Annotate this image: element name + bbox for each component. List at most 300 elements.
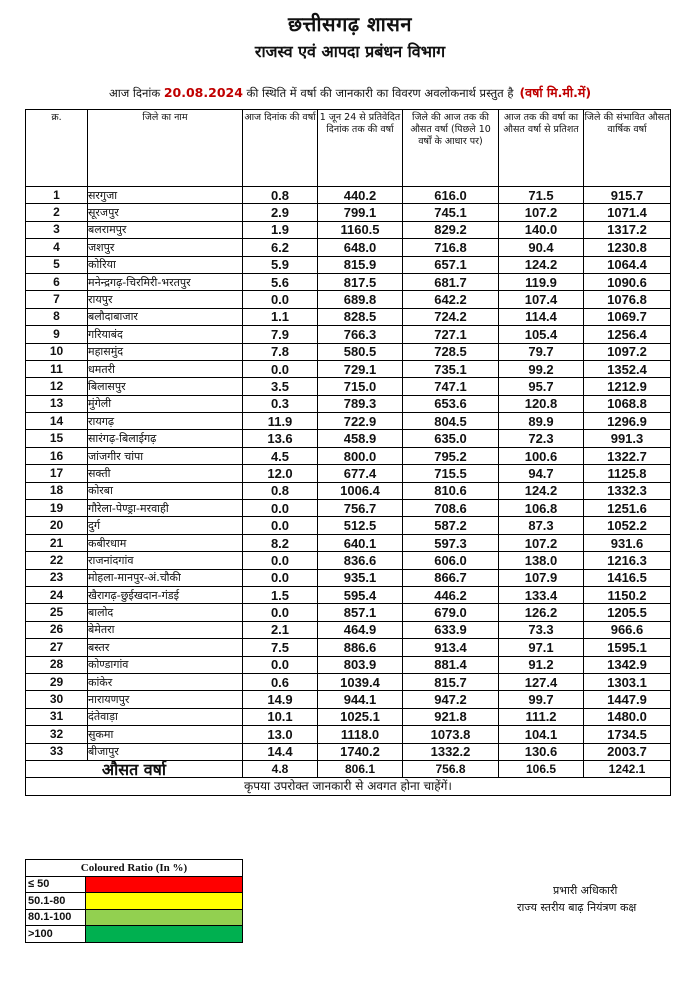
table-row bbox=[26, 500, 671, 517]
table-row bbox=[26, 273, 671, 290]
district-name: सारंगढ़-बिलाईगढ़ bbox=[88, 430, 243, 447]
cumulative-rainfall: 803.9 bbox=[318, 656, 403, 673]
subtitle-suffix: की स्थिति में वर्षा की जानकारी का विवरण अवलोकनार्थ प्रस्तुत है bbox=[242, 86, 514, 100]
percent-of-average: 126.2 bbox=[499, 604, 584, 621]
cumulative-rainfall: 944.1 bbox=[318, 691, 403, 708]
table-row bbox=[26, 395, 671, 412]
average-rainfall: 1332.2 bbox=[403, 743, 499, 760]
average-rainfall: 679.0 bbox=[403, 604, 499, 621]
table-row bbox=[26, 256, 671, 273]
serial-number: 27 bbox=[26, 639, 88, 656]
percent-of-average: 119.9 bbox=[499, 273, 584, 290]
district-name: मनेन्द्रगढ़-चिरमिरी-भरतपुर bbox=[88, 273, 243, 290]
cumulative-rainfall: 1118.0 bbox=[318, 726, 403, 743]
serial-number: 12 bbox=[26, 378, 88, 395]
average-rainfall: 947.2 bbox=[403, 691, 499, 708]
today-rainfall: 1.9 bbox=[243, 221, 318, 238]
table-row bbox=[26, 291, 671, 308]
today-rainfall: 10.1 bbox=[243, 708, 318, 725]
serial-number: 6 bbox=[26, 273, 88, 290]
cumulative-rainfall: 640.1 bbox=[318, 534, 403, 551]
cumulative-rainfall: 1740.2 bbox=[318, 743, 403, 760]
cumulative-rainfall: 464.9 bbox=[318, 621, 403, 638]
unit-note: (वर्षा मि.मी.में) bbox=[519, 85, 592, 100]
cumulative-rainfall: 935.1 bbox=[318, 569, 403, 586]
cumulative-rainfall: 1039.4 bbox=[318, 673, 403, 690]
average-rainfall: 715.5 bbox=[403, 465, 499, 482]
cumulative-rainfall: 836.6 bbox=[318, 552, 403, 569]
cumulative-rainfall: 722.9 bbox=[318, 413, 403, 430]
cumulative-rainfall: 800.0 bbox=[318, 447, 403, 464]
legend-swatch bbox=[86, 876, 243, 893]
today-rainfall: 14.4 bbox=[243, 743, 318, 760]
annual-average: 1052.2 bbox=[584, 517, 671, 534]
annual-average: 966.6 bbox=[584, 621, 671, 638]
average-rainfall: 657.1 bbox=[403, 256, 499, 273]
legend-swatch bbox=[86, 893, 243, 910]
serial-number: 11 bbox=[26, 360, 88, 377]
cumulative-rainfall: 886.6 bbox=[318, 639, 403, 656]
today-rainfall: 1.1 bbox=[243, 308, 318, 325]
serial-number: 31 bbox=[26, 708, 88, 725]
average-rainfall: 597.3 bbox=[403, 534, 499, 551]
cumulative-rainfall: 677.4 bbox=[318, 465, 403, 482]
table-row bbox=[26, 673, 671, 690]
legend-range: 50.1-80 bbox=[26, 893, 86, 910]
table-row bbox=[26, 239, 671, 256]
table-row bbox=[26, 465, 671, 482]
cumulative-rainfall: 828.5 bbox=[318, 308, 403, 325]
annual-average: 1150.2 bbox=[584, 586, 671, 603]
legend-row bbox=[26, 926, 243, 943]
serial-number: 23 bbox=[26, 569, 88, 586]
annual-average: 1416.5 bbox=[584, 569, 671, 586]
serial-number: 1 bbox=[26, 187, 88, 204]
today-rainfall: 0.3 bbox=[243, 395, 318, 412]
table-row bbox=[26, 569, 671, 586]
serial-number: 21 bbox=[26, 534, 88, 551]
cumulative-rainfall: 1006.4 bbox=[318, 482, 403, 499]
serial-number: 22 bbox=[26, 552, 88, 569]
percent-of-average: 107.2 bbox=[499, 204, 584, 221]
annual-average: 1447.9 bbox=[584, 691, 671, 708]
average-rainfall: 735.1 bbox=[403, 360, 499, 377]
today-rainfall: 0.0 bbox=[243, 360, 318, 377]
average-rainfall: 815.7 bbox=[403, 673, 499, 690]
average-cell: 106.5 bbox=[499, 760, 584, 777]
annual-average: 1734.5 bbox=[584, 726, 671, 743]
district-name: गरियाबंद bbox=[88, 326, 243, 343]
percent-of-average: 104.1 bbox=[499, 726, 584, 743]
cumulative-rainfall: 857.1 bbox=[318, 604, 403, 621]
average-rainfall: 446.2 bbox=[403, 586, 499, 603]
cumulative-rainfall: 648.0 bbox=[318, 239, 403, 256]
average-rainfall: 642.2 bbox=[403, 291, 499, 308]
table-row bbox=[26, 743, 671, 760]
average-rainfall: 708.6 bbox=[403, 500, 499, 517]
today-rainfall: 0.0 bbox=[243, 291, 318, 308]
annual-average: 1212.9 bbox=[584, 378, 671, 395]
serial-number: 24 bbox=[26, 586, 88, 603]
percent-of-average: 111.2 bbox=[499, 708, 584, 725]
cumulative-rainfall: 580.5 bbox=[318, 343, 403, 360]
average-rainfall: 606.0 bbox=[403, 552, 499, 569]
cumulative-rainfall: 799.1 bbox=[318, 204, 403, 221]
serial-number: 15 bbox=[26, 430, 88, 447]
serial-number: 14 bbox=[26, 413, 88, 430]
percent-of-average: 124.2 bbox=[499, 482, 584, 499]
cumulative-rainfall: 817.5 bbox=[318, 273, 403, 290]
district-name: बिलासपुर bbox=[88, 378, 243, 395]
district-name: सरगुजा bbox=[88, 187, 243, 204]
percent-of-average: 91.2 bbox=[499, 656, 584, 673]
table-row bbox=[26, 604, 671, 621]
legend-row bbox=[26, 893, 243, 910]
serial-number: 13 bbox=[26, 395, 88, 412]
percent-of-average: 97.1 bbox=[499, 639, 584, 656]
serial-number: 25 bbox=[26, 604, 88, 621]
percent-of-average: 107.4 bbox=[499, 291, 584, 308]
percent-of-average: 90.4 bbox=[499, 239, 584, 256]
today-rainfall: 13.0 bbox=[243, 726, 318, 743]
today-rainfall: 3.5 bbox=[243, 378, 318, 395]
table-row bbox=[26, 586, 671, 603]
today-rainfall: 7.5 bbox=[243, 639, 318, 656]
annual-average: 991.3 bbox=[584, 430, 671, 447]
today-rainfall: 0.0 bbox=[243, 500, 318, 517]
table-row bbox=[26, 430, 671, 447]
today-rainfall: 14.9 bbox=[243, 691, 318, 708]
table-row bbox=[26, 326, 671, 343]
district-name: सुकमा bbox=[88, 726, 243, 743]
cumulative-rainfall: 1160.5 bbox=[318, 221, 403, 238]
serial-number: 4 bbox=[26, 239, 88, 256]
average-cell: 756.8 bbox=[403, 760, 499, 777]
table-row bbox=[26, 221, 671, 238]
percent-of-average: 72.3 bbox=[499, 430, 584, 447]
header-district: जिले का नाम bbox=[88, 110, 243, 187]
annual-average: 1332.3 bbox=[584, 482, 671, 499]
today-rainfall: 0.6 bbox=[243, 673, 318, 690]
average-rainfall: 681.7 bbox=[403, 273, 499, 290]
table-row bbox=[26, 534, 671, 551]
table-row bbox=[26, 343, 671, 360]
today-rainfall: 8.2 bbox=[243, 534, 318, 551]
today-rainfall: 7.8 bbox=[243, 343, 318, 360]
table-row bbox=[26, 360, 671, 377]
average-rainfall: 810.6 bbox=[403, 482, 499, 499]
annual-average: 1090.6 bbox=[584, 273, 671, 290]
district-name: बेमेतरा bbox=[88, 621, 243, 638]
percent-of-average: 127.4 bbox=[499, 673, 584, 690]
annual-average: 2003.7 bbox=[584, 743, 671, 760]
percent-of-average: 71.5 bbox=[499, 187, 584, 204]
serial-number: 29 bbox=[26, 673, 88, 690]
serial-number: 7 bbox=[26, 291, 88, 308]
government-title: छत्तीसगढ़ शासन bbox=[288, 12, 412, 36]
annual-average: 1076.8 bbox=[584, 291, 671, 308]
today-rainfall: 0.0 bbox=[243, 552, 318, 569]
cumulative-rainfall: 815.9 bbox=[318, 256, 403, 273]
percent-of-average: 89.9 bbox=[499, 413, 584, 430]
legend-range: 80.1-100 bbox=[26, 909, 86, 926]
today-rainfall: 11.9 bbox=[243, 413, 318, 430]
average-cell: 1242.1 bbox=[584, 760, 671, 777]
serial-number: 30 bbox=[26, 691, 88, 708]
annual-average: 1595.1 bbox=[584, 639, 671, 656]
average-rainfall: 745.1 bbox=[403, 204, 499, 221]
cumulative-rainfall: 512.5 bbox=[318, 517, 403, 534]
serial-number: 2 bbox=[26, 204, 88, 221]
district-name: नारायणपुर bbox=[88, 691, 243, 708]
serial-number: 20 bbox=[26, 517, 88, 534]
today-rainfall: 0.0 bbox=[243, 656, 318, 673]
serial-number: 33 bbox=[26, 743, 88, 760]
header-serial: क्र. bbox=[26, 110, 88, 187]
annual-average: 1342.9 bbox=[584, 656, 671, 673]
colour-legend bbox=[25, 859, 243, 943]
average-row bbox=[26, 760, 671, 777]
percent-of-average: 138.0 bbox=[499, 552, 584, 569]
average-rainfall: 727.1 bbox=[403, 326, 499, 343]
cumulative-rainfall: 789.3 bbox=[318, 395, 403, 412]
percent-of-average: 100.6 bbox=[499, 447, 584, 464]
annual-average: 1069.7 bbox=[584, 308, 671, 325]
table-row bbox=[26, 552, 671, 569]
table-row bbox=[26, 656, 671, 673]
district-name: खैरागढ़-छुईखदान-गंडई bbox=[88, 586, 243, 603]
today-rainfall: 5.6 bbox=[243, 273, 318, 290]
legend-title: Coloured Ratio (In %) bbox=[26, 860, 243, 877]
percent-of-average: 133.4 bbox=[499, 586, 584, 603]
legend-row bbox=[26, 876, 243, 893]
annual-average: 1480.0 bbox=[584, 708, 671, 725]
annual-average: 1125.8 bbox=[584, 465, 671, 482]
table-row bbox=[26, 187, 671, 204]
percent-of-average: 94.7 bbox=[499, 465, 584, 482]
cumulative-rainfall: 1025.1 bbox=[318, 708, 403, 725]
annual-average: 1097.2 bbox=[584, 343, 671, 360]
cumulative-rainfall: 595.4 bbox=[318, 586, 403, 603]
legend-range: >100 bbox=[26, 926, 86, 943]
percent-of-average: 105.4 bbox=[499, 326, 584, 343]
percent-of-average: 99.2 bbox=[499, 360, 584, 377]
today-rainfall: 4.5 bbox=[243, 447, 318, 464]
note-row bbox=[26, 778, 671, 795]
footer-note: कृपया उपरोक्त जानकारी से अवगत होना चाहेंगें। bbox=[26, 778, 671, 795]
average-cell: 4.8 bbox=[243, 760, 318, 777]
serial-number: 8 bbox=[26, 308, 88, 325]
district-name: रायगढ़ bbox=[88, 413, 243, 430]
table-row bbox=[26, 639, 671, 656]
district-name: सूरजपुर bbox=[88, 204, 243, 221]
district-name: कबीरधाम bbox=[88, 534, 243, 551]
annual-average: 1071.4 bbox=[584, 204, 671, 221]
table-row bbox=[26, 413, 671, 430]
header-today-rain: आज दिनांक की वर्षा bbox=[243, 110, 318, 187]
subtitle-prefix: आज दिनांक bbox=[108, 86, 164, 100]
today-rainfall: 12.0 bbox=[243, 465, 318, 482]
district-name: बीजापुर bbox=[88, 743, 243, 760]
cumulative-rainfall: 729.1 bbox=[318, 360, 403, 377]
today-rainfall: 0.8 bbox=[243, 482, 318, 499]
today-rainfall: 2.1 bbox=[243, 621, 318, 638]
district-name: कांकेर bbox=[88, 673, 243, 690]
today-rainfall: 7.9 bbox=[243, 326, 318, 343]
percent-of-average: 114.4 bbox=[499, 308, 584, 325]
average-rainfall: 747.1 bbox=[403, 378, 499, 395]
serial-number: 5 bbox=[26, 256, 88, 273]
percent-of-average: 120.8 bbox=[499, 395, 584, 412]
table-row bbox=[26, 726, 671, 743]
table-row bbox=[26, 691, 671, 708]
average-rainfall: 881.4 bbox=[403, 656, 499, 673]
cumulative-rainfall: 756.7 bbox=[318, 500, 403, 517]
header-average-rain: जिले की आज तक की औसत वर्षा (पिछले 10 वर्षों के आधार पर) bbox=[403, 110, 499, 187]
annual-average: 915.7 bbox=[584, 187, 671, 204]
district-name: महासमुंद bbox=[88, 343, 243, 360]
serial-number: 18 bbox=[26, 482, 88, 499]
annual-average: 1322.7 bbox=[584, 447, 671, 464]
today-rainfall: 2.9 bbox=[243, 204, 318, 221]
legend-row bbox=[26, 909, 243, 926]
percent-of-average: 140.0 bbox=[499, 221, 584, 238]
average-rainfall: 728.5 bbox=[403, 343, 499, 360]
cumulative-rainfall: 458.9 bbox=[318, 430, 403, 447]
average-rainfall: 795.2 bbox=[403, 447, 499, 464]
annual-average: 1256.4 bbox=[584, 326, 671, 343]
district-name: दुर्ग bbox=[88, 517, 243, 534]
average-rainfall: 804.5 bbox=[403, 413, 499, 430]
today-rainfall: 13.6 bbox=[243, 430, 318, 447]
annual-average: 1205.5 bbox=[584, 604, 671, 621]
table-row bbox=[26, 204, 671, 221]
legend-swatch bbox=[86, 909, 243, 926]
average-rainfall: 866.7 bbox=[403, 569, 499, 586]
district-name: कोरबा bbox=[88, 482, 243, 499]
serial-number: 19 bbox=[26, 500, 88, 517]
annual-average: 1064.4 bbox=[584, 256, 671, 273]
percent-of-average: 130.6 bbox=[499, 743, 584, 760]
annual-average: 1251.6 bbox=[584, 500, 671, 517]
table-row bbox=[26, 378, 671, 395]
header-cumulative-rain: 1 जून 24 से प्रतिवेदित दिनांक तक की वर्षा bbox=[318, 110, 403, 187]
cumulative-rainfall: 766.3 bbox=[318, 326, 403, 343]
percent-of-average: 95.7 bbox=[499, 378, 584, 395]
table-row bbox=[26, 447, 671, 464]
district-name: धमतरी bbox=[88, 360, 243, 377]
signatory-office: राज्य स्तरीय बाढ़ नियंत्रण कक्ष bbox=[517, 901, 637, 914]
today-rainfall: 1.5 bbox=[243, 586, 318, 603]
average-rainfall: 633.9 bbox=[403, 621, 499, 638]
district-name: मोहला-मानपुर-अं.चौकी bbox=[88, 569, 243, 586]
serial-number: 10 bbox=[26, 343, 88, 360]
today-rainfall: 0.0 bbox=[243, 569, 318, 586]
table-header-row bbox=[26, 110, 671, 187]
district-name: सक्ती bbox=[88, 465, 243, 482]
cumulative-rainfall: 715.0 bbox=[318, 378, 403, 395]
today-rainfall: 5.9 bbox=[243, 256, 318, 273]
department-title: राजस्व एवं आपदा प्रबंधन विभाग bbox=[254, 42, 446, 61]
district-name: जशपुर bbox=[88, 239, 243, 256]
district-name: राजनांदगांव bbox=[88, 552, 243, 569]
average-rainfall: 716.8 bbox=[403, 239, 499, 256]
today-rainfall: 0.8 bbox=[243, 187, 318, 204]
average-label: औसत वर्षा bbox=[26, 760, 243, 777]
rainfall-table bbox=[25, 109, 671, 796]
annual-average: 1296.9 bbox=[584, 413, 671, 430]
percent-of-average: 107.2 bbox=[499, 534, 584, 551]
district-name: जांजगीर चांपा bbox=[88, 447, 243, 464]
average-rainfall: 724.2 bbox=[403, 308, 499, 325]
annual-average: 1303.1 bbox=[584, 673, 671, 690]
header-percent: आज तक की वर्षा का औसत वर्षा से प्रतिशत bbox=[499, 110, 584, 187]
annual-average: 1216.3 bbox=[584, 552, 671, 569]
serial-number: 16 bbox=[26, 447, 88, 464]
today-rainfall: 6.2 bbox=[243, 239, 318, 256]
legend-range: ≤ 50 bbox=[26, 876, 86, 893]
district-name: कोण्डागांव bbox=[88, 656, 243, 673]
today-rainfall: 0.0 bbox=[243, 604, 318, 621]
district-name: बस्तर bbox=[88, 639, 243, 656]
annual-average: 1352.4 bbox=[584, 360, 671, 377]
district-name: कोरिया bbox=[88, 256, 243, 273]
annual-average: 1230.8 bbox=[584, 239, 671, 256]
percent-of-average: 73.3 bbox=[499, 621, 584, 638]
percent-of-average: 99.7 bbox=[499, 691, 584, 708]
district-name: दंतेवाड़ा bbox=[88, 708, 243, 725]
table-row bbox=[26, 482, 671, 499]
annual-average: 931.6 bbox=[584, 534, 671, 551]
average-rainfall: 653.6 bbox=[403, 395, 499, 412]
annual-average: 1068.8 bbox=[584, 395, 671, 412]
serial-number: 28 bbox=[26, 656, 88, 673]
percent-of-average: 79.7 bbox=[499, 343, 584, 360]
cumulative-rainfall: 689.8 bbox=[318, 291, 403, 308]
district-name: मुंगेली bbox=[88, 395, 243, 412]
district-name: गौरेला-पेण्ड्रा-मरवाही bbox=[88, 500, 243, 517]
district-name: बलरामपुर bbox=[88, 221, 243, 238]
serial-number: 9 bbox=[26, 326, 88, 343]
table-row bbox=[26, 517, 671, 534]
header-annual-average: जिले की संभावित औसत वार्षिक वर्षा bbox=[584, 110, 671, 187]
average-rainfall: 1073.8 bbox=[403, 726, 499, 743]
district-name: रायपुर bbox=[88, 291, 243, 308]
table-row bbox=[26, 708, 671, 725]
percent-of-average: 87.3 bbox=[499, 517, 584, 534]
report-subtitle bbox=[0, 84, 700, 101]
district-name: बालोद bbox=[88, 604, 243, 621]
serial-number: 17 bbox=[26, 465, 88, 482]
average-rainfall: 587.2 bbox=[403, 517, 499, 534]
average-rainfall: 616.0 bbox=[403, 187, 499, 204]
report-date: 20.08.2024 bbox=[163, 85, 243, 100]
legend-title-row bbox=[26, 860, 243, 877]
serial-number: 32 bbox=[26, 726, 88, 743]
serial-number: 3 bbox=[26, 221, 88, 238]
average-rainfall: 829.2 bbox=[403, 221, 499, 238]
average-rainfall: 913.4 bbox=[403, 639, 499, 656]
serial-number: 26 bbox=[26, 621, 88, 638]
percent-of-average: 124.2 bbox=[499, 256, 584, 273]
table-row bbox=[26, 308, 671, 325]
cumulative-rainfall: 440.2 bbox=[318, 187, 403, 204]
annual-average: 1317.2 bbox=[584, 221, 671, 238]
average-rainfall: 921.8 bbox=[403, 708, 499, 725]
percent-of-average: 106.8 bbox=[499, 500, 584, 517]
average-rainfall: 635.0 bbox=[403, 430, 499, 447]
table-row bbox=[26, 621, 671, 638]
